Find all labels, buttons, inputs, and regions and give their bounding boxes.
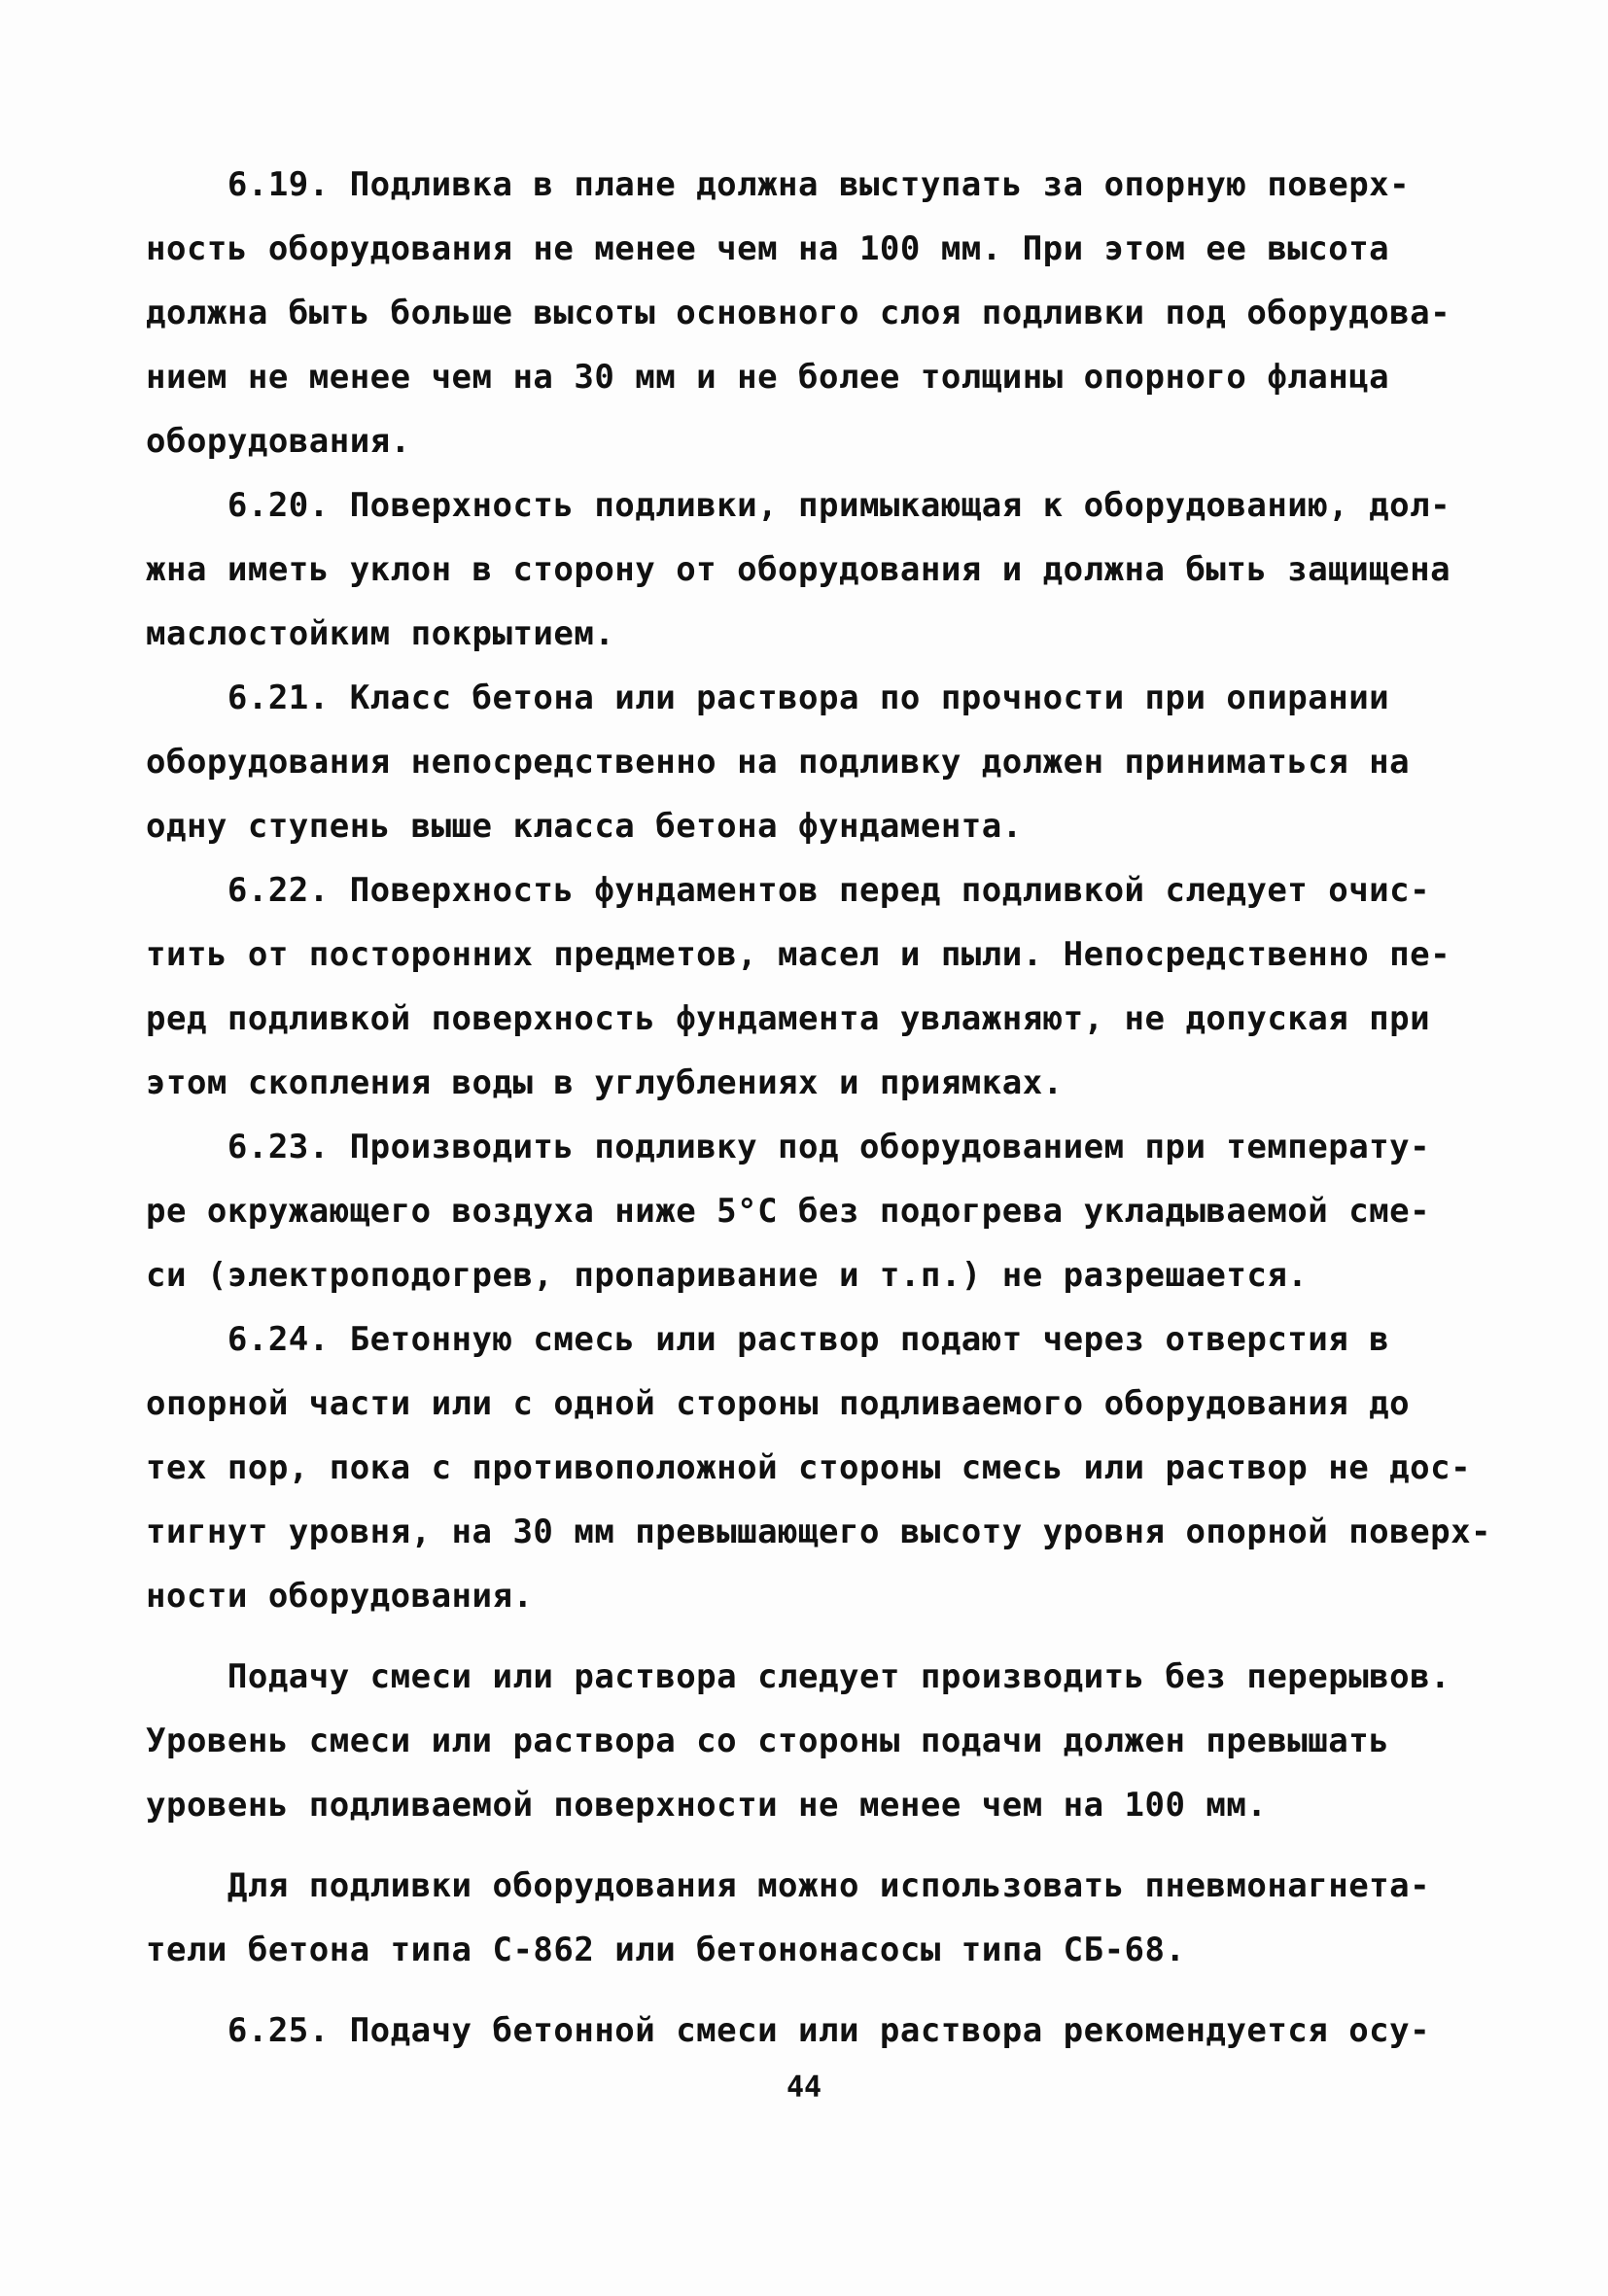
text-line: Уровень смеси или раствора со стороны подачи должен превышать <box>146 1722 1390 1760</box>
text-line: 6.20. Поверхность подливки, примыкающая к оборудованию, дол- <box>146 486 1451 525</box>
text-line: 6.23. Производить подливку под оборудованием при температу- <box>146 1128 1431 1166</box>
text-line: опорной части или с одной стороны подливаемого оборудования до <box>146 1384 1411 1423</box>
text-line: тех пор, пока с противоположной стороны смесь или раствор не дос- <box>146 1448 1472 1487</box>
text-line: си (электроподогрев, пропаривание и т.п.) не разрешается. <box>146 1256 1309 1295</box>
text-line: тели бетона типа С-862 или бетононасосы типа СБ-68. <box>146 1931 1186 1969</box>
text-line: ности оборудования. <box>146 1577 534 1616</box>
text-line: тигнут уровня, на 30 мм превышающего высоту уровня опорной поверх- <box>146 1513 1492 1551</box>
text-line: этом скопления воды в углублениях и приямках. <box>146 1063 1064 1102</box>
text-line: оборудования. <box>146 422 411 461</box>
text-line: 6.24. Бетонную смесь или раствор подают через отверстия в <box>146 1320 1390 1359</box>
text-line: ред подливкой поверхность фундамента увлажняют, не допуская при <box>146 999 1431 1038</box>
page-number: 44 <box>786 2070 822 2105</box>
text-line: оборудования непосредственно на подливку должен приниматься на <box>146 743 1411 782</box>
text-line: должна быть больше высоты основного слоя подливки под оборудова- <box>146 294 1451 332</box>
text-line: 6.25. Подачу бетонной смеси или раствора рекомендуется осу- <box>146 2011 1431 2050</box>
text-line: одну ступень выше класса бетона фундамента. <box>146 807 1023 846</box>
text-line: ре окружающего воздуха ниже 5°C без подогрева укладываемой сме- <box>146 1192 1431 1231</box>
text-line: маслостойким покрытием. <box>146 614 615 653</box>
text-line: ность оборудования не менее чем на 100 мм. При этом ее высота <box>146 229 1390 268</box>
text-line: Подачу смеси или раствора следует производить без перерывов. <box>146 1657 1451 1696</box>
text-line: 6.22. Поверхность фундаментов перед подливкой следует очис- <box>146 871 1431 910</box>
text-line: тить от посторонних предметов, масел и пыли. Непосредственно пе- <box>146 935 1451 974</box>
text-line: жна иметь уклон в сторону от оборудования и должна быть защищена <box>146 550 1451 589</box>
text-line: 6.19. Подливка в плане должна выступать за опорную поверх- <box>146 165 1411 204</box>
text-line: 6.21. Класс бетона или раствора по прочности при опирании <box>146 678 1390 717</box>
text-line: Для подливки оборудования можно использовать пневмонагнета- <box>146 1866 1431 1905</box>
text-line: уровень подливаемой поверхности не менее чем на 100 мм. <box>146 1786 1268 1825</box>
text-line: нием не менее чем на 30 мм и не более толщины опорного фланца <box>146 358 1390 397</box>
